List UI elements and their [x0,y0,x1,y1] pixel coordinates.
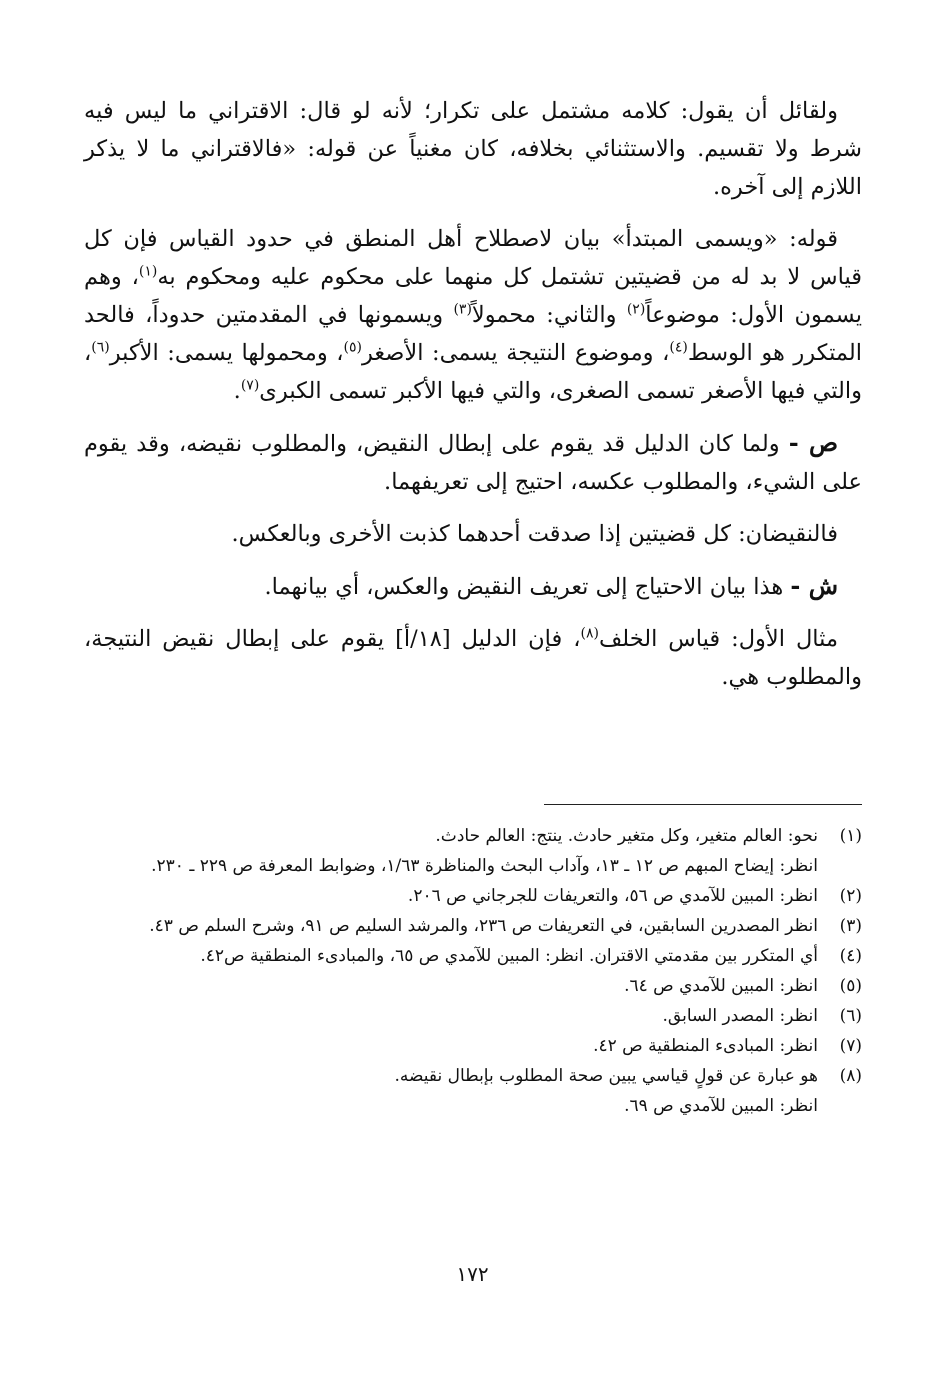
footnote-separator [544,804,862,805]
text-run: قوله: «ويسمى المبتدأ» بيان لاصطلاح أهل المنطق في حدود القياس فإن كل قياس لا بد له من قضيتين تشتمل كل منهما على محكوم عليه ومحكوم به [84,226,862,290]
text-run: مثال الأول: قياس الخلف [598,626,838,652]
text-run: ، وموضوع النتيجة يسمى: الأصغر [361,340,670,366]
main-text [84,92,862,710]
text-run: ، وهم يسمون الأول: موضوعاً [84,264,862,328]
footnote [84,1031,862,1061]
footnotes [84,821,862,1121]
footnote-text: انظر: المصدر السابق. [662,1006,818,1026]
text-run: والثاني: محمولاً [471,302,627,328]
footnote [84,971,862,1001]
footnote-number: (١) [839,826,862,846]
section-marker: ش - [790,571,838,600]
paragraph [84,220,862,410]
footnote [84,911,862,941]
paragraph [84,424,862,501]
footnote-continuation: انظر: المبين للآمدي ص ٦٩. [624,1096,818,1116]
text-run: ويسمونها في المقدمتين حدوداً، فالحد المتكرر هو الوسط [84,302,862,366]
footnote-text: انظر: المبين للآمدي ص ٦٤. [624,976,818,996]
footnote-ref[interactable]: (٦) [91,339,110,356]
footnote-text: انظر: المبين للآمدي ص ٥٦، والتعريفات للجرجاني ص ٢٠٦. [407,886,818,906]
section-marker: ص - [788,428,838,457]
footnote-ref[interactable]: (٥) [343,339,362,356]
footnote-text: هو عبارة عن قولٍ قياسي يبين صحة المطلوب بإبطال نقيضه. [394,1066,818,1086]
footnote-number: (٤) [839,946,862,966]
footnote-number: (٥) [839,976,862,996]
footnote [84,1001,862,1031]
page-number: ١٧٢ [456,1262,489,1286]
paragraph: ولقائل أن يقول: كلامه مشتمل على تكرار؛ لأنه لو قال: الاقتراني ما ليس فيه شرط ولا تقسيم. والاستثنائي بخلافه، كان مغنياً عن قوله: «فالاقتراني ما لا يذكر اللازم إلى آخره. [84,98,862,200]
footnote-ref[interactable]: (٨) [580,625,599,642]
footnote-text: نحو: العالم متغير، وكل متغير حادث. ينتج: العالم حادث. [435,826,818,846]
footnote-number: (٧) [839,1036,862,1056]
paragraph [84,620,862,696]
footnote [84,1061,862,1091]
footnote-number: (٢) [839,886,862,906]
footnote-ref[interactable]: (٤) [669,339,688,356]
footnote-ref[interactable]: (٧) [240,377,260,394]
footnote-continuation: انظر: إيضاح المبهم ص ١٢ ـ ١٣، وآداب البحث والمناظرة ١/٦٣، وضوابط المعرفة ص ٢٢٩ ـ ٢٣٠. [151,856,818,876]
footnote-number: (٨) [839,1066,862,1086]
text-run: هذا بيان الاحتياج إلى تعريف النقيض والعكس، أي بيانهما. [264,574,791,600]
footnote [84,881,862,911]
text-run: ، فإن الدليل [١٨/أ] يقوم على إبطال نقيض النتيجة، والمطلوب هي. [84,626,862,690]
footnote [84,821,862,851]
footnote-number: (٣) [839,916,862,936]
text-run: . [233,378,241,404]
footnote-ref[interactable]: (١) [138,263,158,280]
footnote-ref[interactable]: (٢) [626,301,646,318]
footnote-text: انظر المصدرين السابقين، في التعريفات ص ٢٣٦، والمرشد السليم ص ٩١، وشرح السلم ص ٤٣. [149,916,818,936]
footnote-text: أي المتكرر بين مقدمتي الاقتران. انظر: المبين للآمدي ص ٦٥، والمبادىء المنطقية ص٤٢. [200,946,818,966]
footnote-number: (٦) [839,1006,862,1026]
footnote-text: انظر: المبادىء المنطقية ص ٤٢. [593,1036,818,1056]
footnote [84,941,862,971]
text-run: ولما كان الدليل قد يقوم على إبطال النقيض، والمطلوب نقيضه، وقد يقوم على الشيء، والمطلوب عكسه، احتيج إلى تعريفهما. [84,431,862,495]
footnote-ref[interactable]: (٣) [453,301,472,318]
text-run: ، والتي فيها الأصغر تسمى الصغرى، والتي فيها الأكبر تسمى الكبرى [84,340,862,404]
paragraph [84,567,862,606]
paragraph: فالنقيضان: كل قضيتين إذا صدقت أحدهما كذبت الأخرى وبالعكس. [231,521,838,547]
text-run: ، ومحمولها يسمى: الأكبر [109,340,344,366]
